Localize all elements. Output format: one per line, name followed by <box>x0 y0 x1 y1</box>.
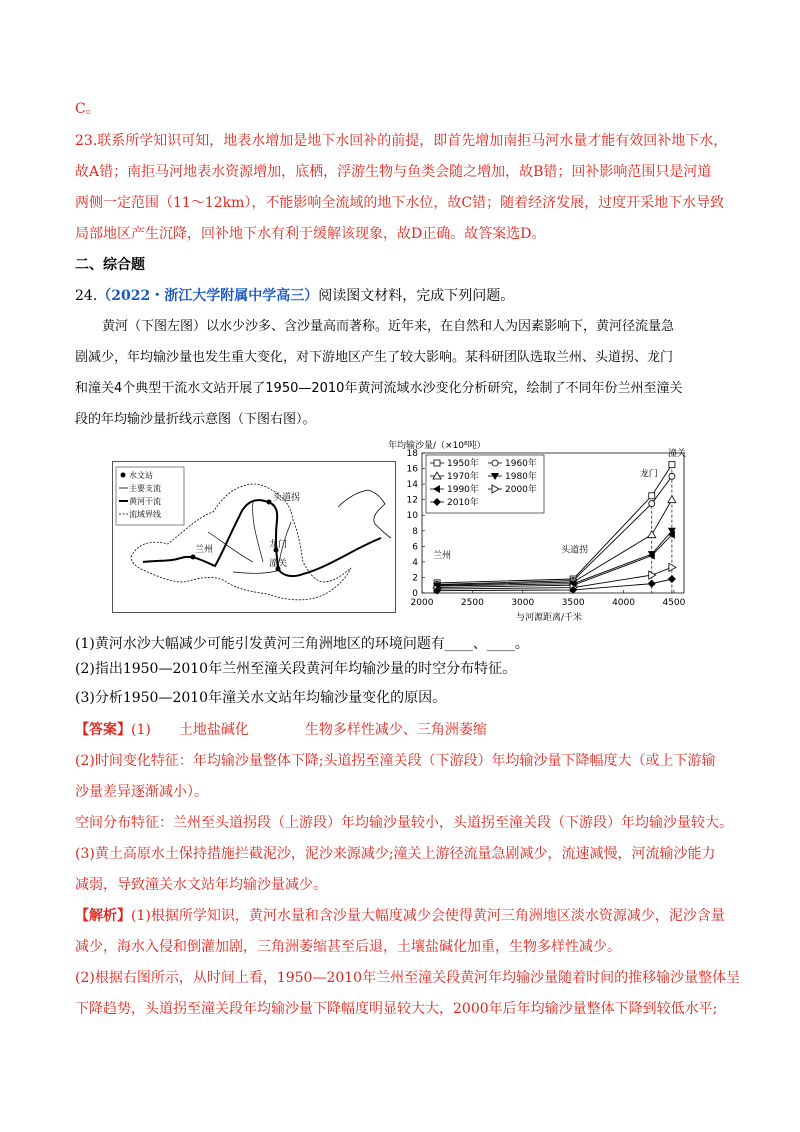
legend-station-symbol <box>121 473 126 478</box>
x-tick-label: 3500 <box>561 598 585 608</box>
answer-1-num: (1) <box>131 722 151 738</box>
station-tongguan-label: 潼关 <box>269 559 288 569</box>
question-2: (2)指出1950—2010年兰州至潼关段黄河年均输沙量的时空分布特征。 <box>75 661 517 677</box>
marker-circle <box>492 460 498 466</box>
marker-circle <box>649 501 655 507</box>
analysis-line3: (2)根据右图所示，从时间上看，1950—2010年兰州至潼关段黄河年均输沙量随着时间的推移输沙量整体呈 <box>75 970 741 986</box>
q23-explanation-line1: 23.联系所学知识可知，地表水增加是地下水回补的前提，即首先增加南拒马河水量才能有效回补地下水， <box>75 133 728 149</box>
station-toudaoguai-label: 头道拐 <box>273 493 301 503</box>
legend-station: 水文站 <box>129 471 153 480</box>
q24-para-line3: 和潼关4个典型干流水文站开展了1950—2010年黄河流域水沙变化分析研究，绘制了不同年份兰州至潼关 <box>75 381 683 396</box>
sediment-chart <box>378 438 696 623</box>
question-1: (1)黄河水沙大幅减少可能引发黄河三角洲地区的环境问题有____、____。 <box>75 636 529 652</box>
tributary-1 <box>253 502 263 562</box>
station-lanzhou-label: 兰州 <box>195 545 214 555</box>
legend-mainstream: 黄河干流 <box>129 497 161 506</box>
legend-label: 2010年 <box>447 498 479 508</box>
answer-1-part1: 土地盐碱化 <box>178 722 249 738</box>
yellow-river-map <box>112 461 396 613</box>
q24-para-line4: 段的年均输沙量折线示意图（下图右图）。 <box>75 412 316 427</box>
legend-tributary: 主要支流 <box>129 484 161 493</box>
y-tick-label: 12 <box>406 495 418 506</box>
analysis-line1 <box>75 906 725 926</box>
q24-source: （2022・浙江大学附属中学高三） <box>97 288 319 304</box>
y-tick-label: 18 <box>406 449 418 459</box>
answer-tag: 【答案】 <box>75 722 131 738</box>
answer-2-line2: 沙量差异逐渐减小）。 <box>75 784 208 800</box>
answer-2-line3: 空间分布特征：兰州至头道拐段（上游段）年均输沙量较小，头道拐至潼关段（下游段）年均输沙量较大。 <box>75 815 733 831</box>
chart-xlabel: 与河源距离/千米 <box>516 613 583 623</box>
tributary-3 <box>233 570 279 573</box>
legend-label: 1950年 <box>447 459 479 469</box>
x-tick-label: 2000 <box>410 598 434 608</box>
answer-2-line1: (2)时间变化特征：年均输沙量整体下降;头道拐至潼关段（下游段）年均输沙量下降幅度大（或上下游输 <box>75 753 716 769</box>
legend-label: 2000年 <box>505 485 537 495</box>
station-lanzhou-dot <box>191 555 196 560</box>
marker-circle <box>669 473 675 479</box>
analysis-line4: 下降趋势，头道拐至潼关段年均输沙量下降幅度明显较大大，2000年后年均输沙量整体下降到较低水平; <box>75 1001 718 1017</box>
marker-square <box>649 493 655 499</box>
y-tick-label: 14 <box>406 480 418 491</box>
legend-boundary: 流域界线 <box>129 510 161 519</box>
legend-label: 1980年 <box>505 472 537 482</box>
answer-continuation-c: C。 <box>75 101 100 117</box>
q24-intro: 阅读图文材料，完成下列问题。 <box>318 288 515 304</box>
y-tick-label: 16 <box>406 464 418 475</box>
q23-explanation-line4: 局部地区产生沉降，回补地下水有利于缓解该现象，故D正确。故答案选D。 <box>75 226 546 242</box>
answer-3-line2: 减弱，导致潼关水文站年均输沙量减少。 <box>75 877 327 893</box>
marker-square <box>434 460 440 466</box>
legend-label: 1960年 <box>505 459 537 469</box>
y-tick-label: 4 <box>412 557 418 568</box>
marker-triangle-right <box>669 563 676 571</box>
station-label: 龙门 <box>639 469 658 480</box>
section-heading: 二、综合题 <box>75 257 145 273</box>
station-label: 头道拐 <box>561 545 589 556</box>
answer-1-line <box>75 720 487 740</box>
analysis-tag: 【解析】 <box>75 908 131 924</box>
marker-square <box>669 462 675 468</box>
marker-triangle-up <box>668 496 676 503</box>
q24-header <box>75 286 514 306</box>
legend-label: 1970年 <box>447 472 479 482</box>
x-tick-label: 4500 <box>662 598 686 608</box>
station-longmen-label: 龙门 <box>269 540 288 550</box>
marker-triangle-up <box>648 531 656 538</box>
q23-explanation-line3: 两侧一定范围（11～12km），不能影响全流域的地下水位，故C错；随着经济发展，过度开采地下水导致 <box>75 195 725 211</box>
analysis-line2: 减少，海水入侵和倒灌加剧，三角洲萎缩甚至后退，土壤盐碱化加重，生物多样性减少。 <box>75 939 621 955</box>
answer-1-part2: 生物多样性减少、三角洲萎缩 <box>304 722 487 738</box>
marker-triangle-right <box>649 571 656 579</box>
chart-svg <box>378 438 696 623</box>
legend-label: 1990年 <box>447 485 479 495</box>
analysis-line1-text: (1)根据所学知识，黄河水量和含沙量大幅度减少会使得黄河三角洲地区淡水资源减少，泥沙含量 <box>131 908 725 924</box>
y-tick-label: 8 <box>412 526 418 537</box>
marker-diamond <box>668 575 676 583</box>
marker-diamond <box>648 580 656 588</box>
map-svg <box>113 462 395 612</box>
q23-explanation-line2: 故A错；南拒马河地表水资源增加，底栖，浮游生物与鱼类会随之增加，故B错；回补影响范围只是河道 <box>75 164 712 180</box>
station-label: 潼关 <box>667 449 686 460</box>
station-toudaoguai-dot <box>267 500 272 505</box>
x-tick-label: 4000 <box>612 598 635 608</box>
x-tick-label: 2500 <box>460 598 484 608</box>
y-tick-label: 6 <box>412 542 418 553</box>
q24-para-line2: 剧减少，年均输沙量也发生重大变化，对下游地区产生了较大影响。某科研团队选取兰州、头道拐、龙门 <box>75 350 674 365</box>
question-3: (3)分析1950—2010年潼关水文站年均输沙量变化的原因。 <box>75 690 447 706</box>
chart-ylabel: 年均输沙量/（×10⁸吨） <box>388 441 486 451</box>
station-label: 兰州 <box>433 551 452 561</box>
q24-number: 24. <box>75 288 98 304</box>
x-tick-label: 3000 <box>511 598 535 608</box>
q24-para-line1: 黄河（下图左图）以水少沙多、含沙量高而著称。近年来，在自然和人为因素影响下，黄河径流量急 <box>102 319 675 334</box>
y-tick-label: 10 <box>406 511 418 522</box>
y-tick-label: 0 <box>412 589 418 599</box>
y-tick-label: 2 <box>412 573 418 584</box>
answer-3-line1: (3)黄土高原水土保持措施拦截泥沙，泥沙来源减少;潼关上游径流量急剧减少，流速减慢，河流输沙能力 <box>75 846 716 862</box>
